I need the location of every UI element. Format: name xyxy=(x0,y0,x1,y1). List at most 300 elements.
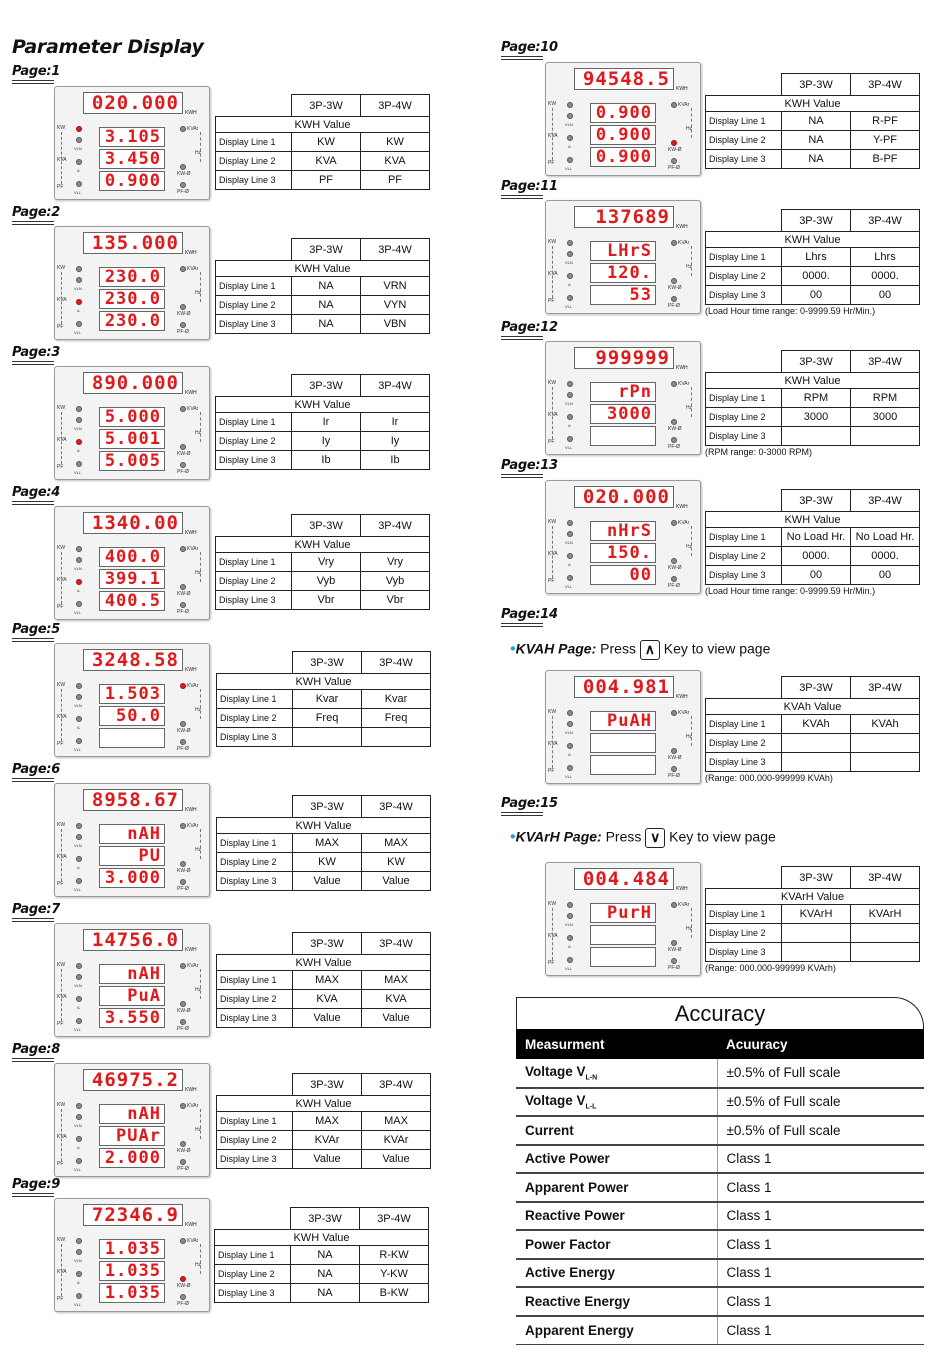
right-indicator-line xyxy=(200,272,201,302)
vln-led xyxy=(567,392,573,398)
kw-phase-led xyxy=(180,1001,186,1007)
row-label: Display Line 2 xyxy=(216,572,292,591)
kw-led xyxy=(567,240,573,246)
table-row xyxy=(215,1284,429,1303)
measurement-cell xyxy=(516,1202,717,1231)
row-label: Display Line 1 xyxy=(706,248,782,267)
energy-readout: 14756.0 xyxy=(83,929,183,951)
kw-led xyxy=(76,963,82,969)
measurement-cell xyxy=(516,1173,717,1202)
vll-label: VLL xyxy=(565,304,573,309)
cell-3p3w: NA xyxy=(292,296,361,315)
cell-3p4w: Y-PF xyxy=(851,131,920,150)
cell-3p4w: KW xyxy=(361,133,430,152)
vln-label: VLN xyxy=(74,566,82,571)
row-label: Display Line 1 xyxy=(215,1246,291,1265)
value-type-cell: KWH Value xyxy=(217,674,431,690)
energy-readout: 020.000 xyxy=(574,486,674,508)
page-label: Page:11 xyxy=(501,179,558,194)
row-label: Display Line 2 xyxy=(216,296,292,315)
cell-3p4w: R-PF xyxy=(851,112,920,131)
table-row xyxy=(706,389,920,408)
a-led xyxy=(76,716,82,722)
cell-3p3w xyxy=(782,943,851,962)
cell-3p3w: NA xyxy=(782,131,851,150)
row-label: Display Line 3 xyxy=(706,427,782,446)
hz-label: Hz xyxy=(195,1262,202,1268)
row-label: Display Line 3 xyxy=(216,315,292,334)
cell-3p4w xyxy=(362,728,431,747)
vln-led xyxy=(76,974,82,980)
right-indicator-line xyxy=(200,552,201,582)
measurement-name: Voltage V xyxy=(525,1063,586,1079)
kva-label: KVA xyxy=(57,714,67,720)
value-type-cell: KWH Value xyxy=(706,232,920,248)
col-3p4w-header: 3P-4W xyxy=(362,933,431,955)
page-label: Page:7 xyxy=(12,902,61,917)
cell-3p4w: KVArH xyxy=(851,905,920,924)
vll-label: VLL xyxy=(74,747,82,752)
kw-led xyxy=(76,1238,82,1244)
kvar-led xyxy=(671,902,677,908)
vln-label: VLN xyxy=(74,1258,82,1263)
meter-display xyxy=(545,862,701,976)
cell-3p3w: 0000. xyxy=(782,547,851,566)
row-label: Display Line 3 xyxy=(706,753,782,772)
display-line-1-readout: LHrS xyxy=(590,241,656,261)
measurement-name: Current xyxy=(525,1122,574,1138)
vln-led xyxy=(567,113,573,119)
left-indicator-line xyxy=(61,272,62,324)
vln-label: VLN xyxy=(74,1123,82,1128)
parameter-table xyxy=(705,73,920,169)
cell-3p4w: R-KW xyxy=(360,1246,429,1265)
table-row xyxy=(217,990,431,1009)
accuracy-row xyxy=(516,1116,924,1145)
page-label-underline xyxy=(501,195,543,199)
kvar-led xyxy=(180,126,186,132)
cell-3p4w: Freq xyxy=(362,709,431,728)
vln-label: VLN xyxy=(565,401,573,406)
range-note: (Load Hour time range: 0-9999.59 Hr/Min.) xyxy=(705,306,876,316)
a-label: A xyxy=(568,944,571,949)
parameter-table xyxy=(215,238,430,334)
left-indicator-line xyxy=(61,829,62,881)
table-row xyxy=(216,413,430,432)
page-label: Page:13 xyxy=(501,458,558,473)
key-instruction xyxy=(510,640,770,660)
cell-3p4w xyxy=(851,734,920,753)
display-line-2-readout: 150. xyxy=(590,543,656,563)
range-note: (Load Hour time range: 0-9999.59 Hr/Min.) xyxy=(705,586,876,596)
kw-led xyxy=(567,520,573,526)
hz-label: Hz xyxy=(686,126,693,132)
col-3p3w-header: 3P-3W xyxy=(292,515,361,537)
row-label: Display Line 2 xyxy=(706,131,782,150)
kwh-unit-label: KWH xyxy=(676,365,688,371)
row-label: Display Line 2 xyxy=(216,432,292,451)
meter-display xyxy=(545,480,701,594)
vln-led xyxy=(567,913,573,919)
display-line-1-readout: PuAH xyxy=(590,711,656,731)
col-3p4w-header: 3P-4W xyxy=(360,1208,429,1230)
meter-display xyxy=(54,643,210,757)
row-label: Display Line 2 xyxy=(706,924,782,943)
meter-display xyxy=(545,62,701,176)
parameter-table xyxy=(216,932,431,1028)
vll-label: VLL xyxy=(74,1027,82,1032)
measurement-cell xyxy=(516,1088,717,1117)
pf-label: PF xyxy=(548,439,555,445)
pfo-label: PF-Ø xyxy=(668,583,680,589)
cell-3p3w: RPM xyxy=(782,389,851,408)
kvar-label: KVAr xyxy=(678,240,690,246)
left-indicator-line xyxy=(61,552,62,604)
kva-label: KVA xyxy=(57,1134,67,1140)
pf-label: PF xyxy=(57,604,64,610)
display-line-3-readout: 1.035 xyxy=(99,1283,165,1303)
page-label: Page:12 xyxy=(501,320,558,335)
pf-label: PF xyxy=(548,298,555,304)
value-type-cell: KWH Value xyxy=(217,818,431,834)
measurement-name: Apparent Energy xyxy=(525,1322,634,1338)
header-blank xyxy=(706,351,782,373)
kw-label: KW xyxy=(548,239,557,245)
energy-readout: 1340.00 xyxy=(83,512,183,534)
col-3p3w-header: 3P-3W xyxy=(782,74,851,96)
left-indicator-line xyxy=(552,908,553,960)
parameter-table xyxy=(705,489,920,585)
pfo-label: PF-Ø xyxy=(177,189,189,195)
vll-led xyxy=(76,878,82,884)
pf-label: PF xyxy=(548,578,555,584)
left-indicator-line xyxy=(552,526,553,578)
kvar-label: KVAr xyxy=(187,963,199,969)
down-key-icon: ∨ xyxy=(645,828,665,848)
accuracy-row xyxy=(516,1202,924,1231)
pf-label: PF xyxy=(57,464,64,470)
a-label: A xyxy=(77,1005,80,1010)
display-line-3-readout xyxy=(590,426,656,446)
a-led xyxy=(567,553,573,559)
row-label: Display Line 1 xyxy=(217,690,293,709)
vln-led xyxy=(76,694,82,700)
meter-display xyxy=(54,86,210,200)
page-label: Page:4 xyxy=(12,485,61,500)
measurement-cell xyxy=(516,1116,717,1145)
kva-label: KVA xyxy=(57,577,67,583)
kw-led xyxy=(76,406,82,412)
page-label: Page:15 xyxy=(501,796,558,811)
right-indicator-line xyxy=(200,412,201,442)
header-blank xyxy=(216,375,292,397)
display-line-3-readout: 0.900 xyxy=(590,147,656,167)
display-line-1-readout: nAH xyxy=(99,1104,165,1124)
table-row xyxy=(216,591,430,610)
vln-led xyxy=(567,251,573,257)
col-3p4w-header: 3P-4W xyxy=(361,95,430,117)
cell-3p4w: KVAh xyxy=(851,715,920,734)
value-type-cell: KWH Value xyxy=(706,96,920,112)
page-label-underline xyxy=(12,638,54,642)
row-label: Display Line 1 xyxy=(706,715,782,734)
accuracy-row xyxy=(516,1287,924,1316)
pfo-label: PF-Ø xyxy=(177,1166,189,1172)
cell-3p4w: B-KW xyxy=(360,1284,429,1303)
a-led xyxy=(567,935,573,941)
hz-label: Hz xyxy=(686,734,693,740)
kwo-label: KW-Ø xyxy=(668,426,682,432)
page-label-underline xyxy=(501,474,543,478)
measurement-name: Active Power xyxy=(525,1151,610,1167)
kw-label: KW xyxy=(57,405,66,411)
right-indicator-line xyxy=(200,1109,201,1139)
cell-3p3w xyxy=(782,427,851,446)
kw-phase-led xyxy=(180,1141,186,1147)
accuracy-table xyxy=(516,1029,924,1345)
table-row xyxy=(706,248,920,267)
display-line-1-readout: PurH xyxy=(590,903,656,923)
pf-label: PF xyxy=(548,960,555,966)
kva-label: KVA xyxy=(548,741,558,747)
vln-label: VLN xyxy=(565,922,573,927)
cell-3p3w: Value xyxy=(293,1150,362,1169)
pf-label: PF xyxy=(57,1161,64,1167)
kvar-led xyxy=(671,520,677,526)
cell-3p3w: Iy xyxy=(292,432,361,451)
kw-label: KW xyxy=(57,545,66,551)
table-row xyxy=(216,451,430,470)
vll-led xyxy=(567,157,573,163)
value-type-cell: KWH Value xyxy=(217,1096,431,1112)
accuracy-value: Class 1 xyxy=(717,1316,924,1345)
kw-label: KW xyxy=(548,519,557,525)
kw-phase-led xyxy=(180,1276,186,1282)
row-label: Display Line 1 xyxy=(217,1112,293,1131)
accuracy-header-measurement: Measurment xyxy=(516,1029,717,1059)
pf-phase-led xyxy=(671,296,677,302)
col-3p3w-header: 3P-3W xyxy=(782,490,851,512)
table-row xyxy=(216,553,430,572)
row-label: Display Line 3 xyxy=(706,566,782,585)
kwo-label: KW-Ø xyxy=(177,1283,191,1289)
pfo-label: PF-Ø xyxy=(668,165,680,171)
pf-phase-led xyxy=(180,602,186,608)
pf-phase-led xyxy=(180,322,186,328)
cell-3p4w: KVA xyxy=(361,152,430,171)
a-led xyxy=(76,996,82,1002)
pfo-label: PF-Ø xyxy=(177,609,189,615)
table-row xyxy=(216,572,430,591)
measurement-name: Apparent Power xyxy=(525,1179,629,1195)
page-label-underline xyxy=(501,56,543,60)
left-indicator-line xyxy=(61,1109,62,1161)
accuracy-value: Class 1 xyxy=(717,1287,924,1316)
vln-label: VLN xyxy=(74,843,82,848)
bullet-icon: • xyxy=(510,640,516,658)
pf-phase-led xyxy=(671,766,677,772)
display-line-1-readout: 400.0 xyxy=(99,547,165,567)
kw-phase-led xyxy=(180,304,186,310)
kwh-unit-label: KWH xyxy=(676,504,688,510)
kvar-led xyxy=(180,1103,186,1109)
kw-phase-led xyxy=(671,558,677,564)
cell-3p3w: NA xyxy=(292,315,361,334)
cell-3p4w: RPM xyxy=(851,389,920,408)
kwh-unit-label: KWH xyxy=(185,1087,197,1093)
vll-led xyxy=(567,436,573,442)
table-row xyxy=(217,1150,431,1169)
hz-label: Hz xyxy=(195,430,202,436)
vll-led xyxy=(76,181,82,187)
cell-3p4w: KVA xyxy=(362,990,431,1009)
right-indicator-line xyxy=(200,969,201,999)
row-label: Display Line 1 xyxy=(216,553,292,572)
pf-label: PF xyxy=(57,1021,64,1027)
cell-3p3w: MAX xyxy=(293,1112,362,1131)
a-label: A xyxy=(77,1145,80,1150)
display-line-2-readout xyxy=(590,925,656,945)
table-row xyxy=(706,547,920,566)
row-label: Display Line 2 xyxy=(706,267,782,286)
cell-3p3w: 00 xyxy=(782,566,851,585)
page-label-underline xyxy=(12,918,54,922)
table-row xyxy=(216,133,430,152)
vll-led xyxy=(567,295,573,301)
page-label-underline xyxy=(501,623,543,627)
vll-led xyxy=(76,738,82,744)
vll-label: VLL xyxy=(74,1167,82,1172)
pfo-label: PF-Ø xyxy=(177,746,189,752)
parameter-table xyxy=(705,350,920,446)
parameter-table xyxy=(705,209,920,305)
cell-3p3w: MAX xyxy=(293,971,362,990)
header-blank xyxy=(706,210,782,232)
kwh-unit-label: KWH xyxy=(185,530,197,536)
table-row xyxy=(216,152,430,171)
vln-label: VLN xyxy=(565,260,573,265)
kw-phase-led xyxy=(671,419,677,425)
vll-label: VLL xyxy=(74,470,82,475)
col-3p4w-header: 3P-4W xyxy=(362,1074,431,1096)
table-row xyxy=(706,905,920,924)
range-note: (RPM range: 0-3000 RPM) xyxy=(705,447,813,457)
row-label: Display Line 3 xyxy=(216,591,292,610)
a-label: A xyxy=(568,562,571,567)
parameter-table xyxy=(705,866,920,962)
vll-label: VLL xyxy=(74,190,82,195)
table-row xyxy=(706,427,920,446)
pf-label: PF xyxy=(57,1296,64,1302)
a-led xyxy=(76,299,82,305)
header-blank xyxy=(706,490,782,512)
right-indicator-line xyxy=(691,108,692,138)
vln-led xyxy=(76,1114,82,1120)
kw-label: KW xyxy=(548,709,557,715)
kw-phase-led xyxy=(671,140,677,146)
cell-3p4w: Value xyxy=(362,872,431,891)
measurement-subscript: L-N xyxy=(585,1074,598,1082)
right-indicator-line xyxy=(200,1244,201,1274)
col-3p3w-header: 3P-3W xyxy=(292,95,361,117)
vln-led xyxy=(567,721,573,727)
a-label: A xyxy=(568,752,571,757)
col-3p4w-header: 3P-4W xyxy=(362,796,431,818)
display-line-1-readout: nAH xyxy=(99,824,165,844)
row-label: Display Line 1 xyxy=(217,971,293,990)
a-label: A xyxy=(568,144,571,149)
kvar-label: KVAr xyxy=(678,102,690,108)
cell-3p4w: No Load Hr. xyxy=(851,528,920,547)
cell-3p4w xyxy=(851,427,920,446)
key-press-text: Press xyxy=(596,640,640,657)
kvar-label: KVAr xyxy=(187,683,199,689)
parameter-table xyxy=(215,374,430,470)
left-indicator-line xyxy=(552,108,553,160)
accuracy-row xyxy=(516,1173,924,1202)
table-row xyxy=(217,709,431,728)
kw-led xyxy=(567,381,573,387)
vln-label: VLN xyxy=(565,122,573,127)
col-3p3w-header: 3P-3W xyxy=(782,867,851,889)
page-label: Page:9 xyxy=(12,1177,61,1192)
table-row xyxy=(706,753,920,772)
a-led xyxy=(567,273,573,279)
kvar-label: KVAr xyxy=(187,1103,199,1109)
energy-readout: 004.981 xyxy=(574,676,674,698)
energy-readout: 137689 xyxy=(574,206,674,228)
accuracy-value: Class 1 xyxy=(717,1173,924,1202)
pfo-label: PF-Ø xyxy=(177,469,189,475)
table-row xyxy=(706,734,920,753)
kvar-label: KVAr xyxy=(678,710,690,716)
cell-3p3w: KVAr xyxy=(293,1131,362,1150)
display-line-3-readout: 230.0 xyxy=(99,311,165,331)
kwh-unit-label: KWH xyxy=(676,886,688,892)
kvar-label: KVAr xyxy=(187,1238,199,1244)
cell-3p4w: MAX xyxy=(362,1112,431,1131)
left-indicator-line xyxy=(552,387,553,439)
kwh-unit-label: KWH xyxy=(676,694,688,700)
kw-phase-led xyxy=(180,164,186,170)
cell-3p3w xyxy=(782,753,851,772)
accuracy-value: ±0.5% of Full scale xyxy=(717,1116,924,1145)
display-line-3-readout: 00 xyxy=(590,565,656,585)
cell-3p3w: Kvar xyxy=(293,690,362,709)
kw-led xyxy=(567,902,573,908)
cell-3p3w: No Load Hr. xyxy=(782,528,851,547)
row-label: Display Line 2 xyxy=(217,1131,293,1150)
row-label: Display Line 1 xyxy=(706,905,782,924)
cell-3p3w: Vry xyxy=(292,553,361,572)
col-3p3w-header: 3P-3W xyxy=(291,1208,360,1230)
kwo-label: KW-Ø xyxy=(177,451,191,457)
col-3p4w-header: 3P-4W xyxy=(851,677,920,699)
row-label: Display Line 1 xyxy=(706,389,782,408)
table-row xyxy=(706,715,920,734)
vll-led xyxy=(76,1018,82,1024)
col-3p4w-header: 3P-4W xyxy=(851,210,920,232)
display-line-1-readout: nHrS xyxy=(590,521,656,541)
pfo-label: PF-Ø xyxy=(668,444,680,450)
kw-label: KW xyxy=(548,901,557,907)
cell-3p4w: MAX xyxy=(362,834,431,853)
page-label: Page:2 xyxy=(12,205,61,220)
kw-phase-led xyxy=(180,444,186,450)
row-label: Display Line 3 xyxy=(706,150,782,169)
display-line-3-readout: 53 xyxy=(590,285,656,305)
parameter-table xyxy=(216,651,431,747)
